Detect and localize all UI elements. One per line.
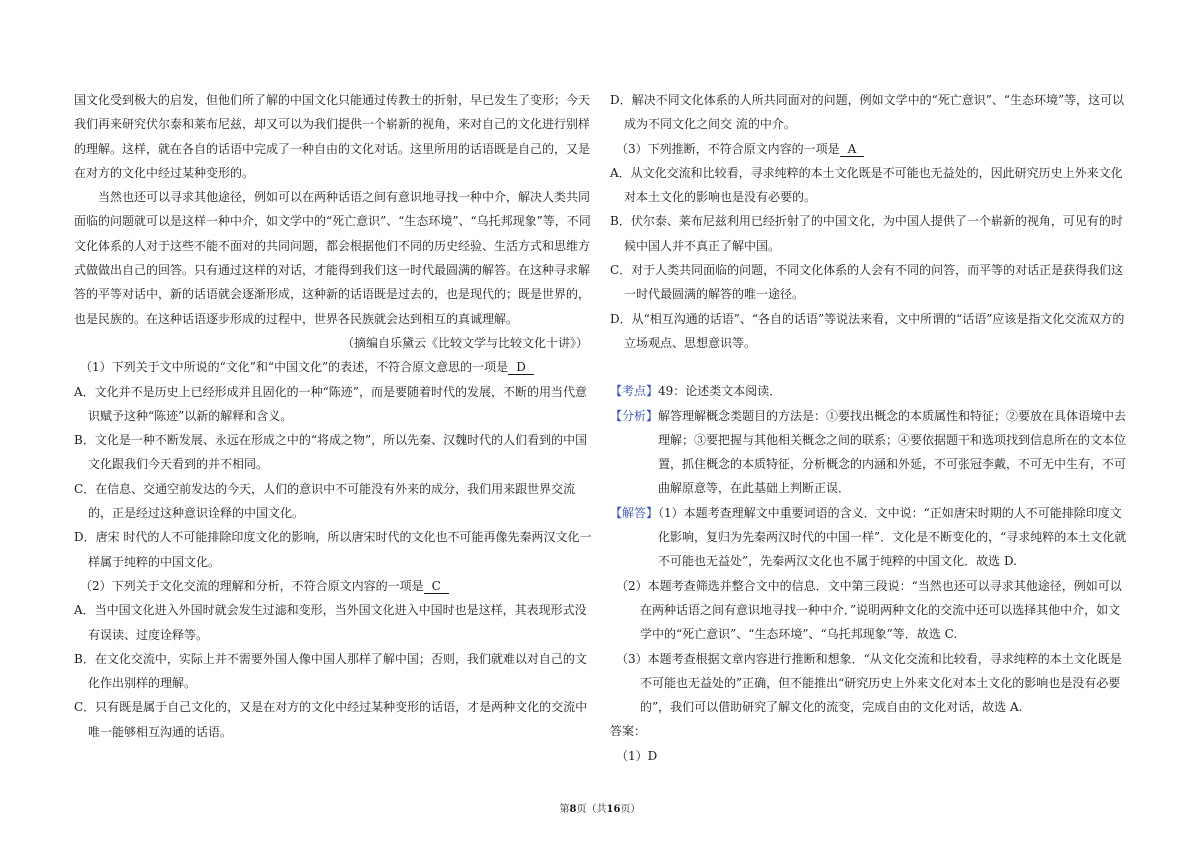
question-1-option-a: A．文化并不是历史上已经形成并且固化的一种“陈迹”，而是要随着时代的发展，不断的用当代意识赋予这种“陈迹”以新的解释和含义。 [74, 384, 587, 423]
question-2-option-c: C．只有既是属于自己文化的，又是在对方的文化中经过某种变形的话语，才是两种文化的交流中唯一能够相互沟通的话语。 [74, 700, 588, 739]
answer-1: （1）D [616, 748, 658, 763]
answer-label: 答案： [610, 724, 647, 739]
passage-source: （摘编自乐黛云《比较文学与比较文化十讲》） [341, 335, 588, 350]
jieda-part-3: （3）本题考查根据文章内容进行推断和想象．“从文化交流和比较看，寻求纯粹的本土文化既是不可能也无益处的”正确，但不能推出“研究历史上外来文化对本土文化的影响也是没有必要的”，我们可以借助研究了解文化的流变，完成自由的文化对话，故选 A. [616, 651, 1122, 715]
question-3-option-a: A．从文化交流和比较看，寻求纯粹的本土文化既是不可能也无益处的，因此研究历史上外来文化对本土文化的影响也是没有必要的。 [610, 165, 1123, 205]
footer-mid: 页（共 [576, 804, 607, 815]
question-1-text: （1）下列关于文中所说的“文化”和“中国文化”的表述，不符合原文意思的一项是 [80, 360, 509, 375]
kaodian-text: 49：论述类文本阅读． [658, 384, 782, 399]
question-3-option-c: C．对于人类共同面临的问题，不同文化体系的人会有不同的问答，而平等的对话正是获得我们这一时代最圆满的解答的唯一途径。 [610, 263, 1124, 302]
question-2-option-d: D．解决不同文化体系的人所共同面对的问题，例如文学中的“死亡意识”、“生态环境”等，这可以成为不同文化之间交 流的中介。 [610, 93, 1125, 132]
kaodian-tag: 【考点】 [610, 384, 659, 399]
question-2-stem [74, 574, 592, 598]
question-2-option-b: B．在文化交流中，实际上并不需要外国人像中国人那样了解中国；否则，我们就难以对自己的文化作出别样的理解。 [74, 651, 587, 691]
question-3-text: （3）下列推断，不符合原文内容的一项是 [616, 141, 840, 156]
jieda-text: （1）本题考查理解文中重要词语的含义．文中说：“正如唐宋时期的人不可能排除印度文化影响，复归为先秦两汉时代的中国一样”．文化是不断变化的，“寻求纯粹的本土文化就不可能也无益处”，先秦两汉文化也不属于纯粹的中国文化．故选 D. [658, 505, 1127, 569]
footer-prefix: 第 [559, 804, 570, 815]
question-1-option-c: C．在信息、交通空前发达的今天，人们的意识中不可能没有外来的成分，我们用来跟世界交流的，正是经过这种意识诠释的中国文化。 [74, 481, 576, 521]
jieda-tag: 【解答】 [610, 505, 659, 520]
fenxi-tag: 【分析】 [610, 408, 659, 423]
question-3-stem [610, 137, 1130, 161]
jieda-part-2: （2）本题考查筛选并整合文中的信息．文中第三段说：“当然也还可以寻求其他途径，例如可以在两种话语之间有意识地寻找一种中介．”说明两种文化的交流中还可以选择其他中介，如文学中的“死亡意识”、“生态环境”、“乌托邦现象”等．故选 C. [616, 578, 1122, 642]
footer-page-number: 8 [569, 804, 577, 815]
question-3-option-d: D．从“相互沟通的话语”、“各自的话语”等说法来看，文中所谓的“话语”应该是指文化交流双方的立场观点、思想意识等。 [610, 311, 1125, 350]
passage-paragraph-2: 当然也还可以寻求其他途径，例如可以在两种话语之间有意识地寻找一种中介，解决人类共同面临的问题就可以是这样一种中介，如文学中的“死亡意识”、“生态环境”、“乌托邦现象”等，不同文化体系的人对于这些不能不面对的共同问题，都会根据他们不同的历史经验、生活方式和思维方式做做出自己的回答。只有通过这样的对话，才能得到我们这一时代最圆满的解答。在这种寻求解答的平等对话中，新的话语就会逐渐形成，这种新的话语既是过去的，也是现代的；既是世界的，也是民族的。在这种话语逐步形成的过程中，世界各民族就会达到相互的真诚理解。 [74, 190, 591, 326]
jieda-section [610, 501, 1130, 574]
question-3-option-b: B．伏尔泰、莱布尼兹利用已经折射了的中国文化，为中国人提供了一个崭新的视角，可见有的时候中国人并不真正了解中国。 [610, 214, 1123, 253]
question-2-answer-blank: C [424, 579, 449, 594]
question-1-option-b: B．文化是一种不断发展、永远在形成之中的“将成之物”，所以先秦、汉魏时代的人们看到的中国文化跟我们今天看到的并不相同。 [74, 433, 588, 472]
question-3-answer-blank: A [840, 142, 865, 157]
footer-total-pages: 16 [606, 804, 621, 815]
kaodian-section [610, 379, 1130, 403]
passage-paragraph-1: 国文化受到极大的启发，但他们所了解的中国文化只能通过传教士的折射，早已发生了变形；今天我们再来研究伏尔泰和莱布尼兹，却又可以为我们提供一个崭新的视角，来对自己的文化进行别样的理解。这样，就在各自的话语中完成了一种自由的文化对话。这里所用的话语既是自己的，又是在对方的文化中经过某种变形的。 [74, 93, 591, 180]
fenxi-section [610, 404, 1130, 501]
question-1-option-d: D．唐宋 时代的人不可能排除印度文化的影响，所以唐宋时代的文化也不可能再像先秦两汉文化一样属于纯粹的中国文化。 [74, 530, 592, 569]
question-2-option-a: A．当中国文化进入外国时就会发生过滤和变形，当外国文化进入中国时也是这样，其表现形式没有误读、过度诠释等。 [74, 603, 587, 642]
left-column [74, 88, 592, 744]
question-1-stem [74, 355, 592, 379]
question-2-text: （2）下列关于文化交流的理解和分析，不符合原文内容的一项是 [80, 578, 424, 593]
fenxi-text: 解答理解概念类题目的方法是：①要找出概念的本质属性和特征；②要放在具体语境中去理解；③要把握与其他相关概念之间的联系；④要依据题干和选项找到信息所在的文本位置，抓住概念的本质特征，分析概念的内涵和外延，不可张冠李戴，不可无中生有，不可曲解原意等，在此基础上判断正误． [658, 408, 1127, 496]
right-column [610, 88, 1130, 768]
page-footer [0, 800, 1200, 815]
question-1-answer-blank: D [508, 360, 534, 375]
footer-suffix: 页） [620, 804, 641, 815]
